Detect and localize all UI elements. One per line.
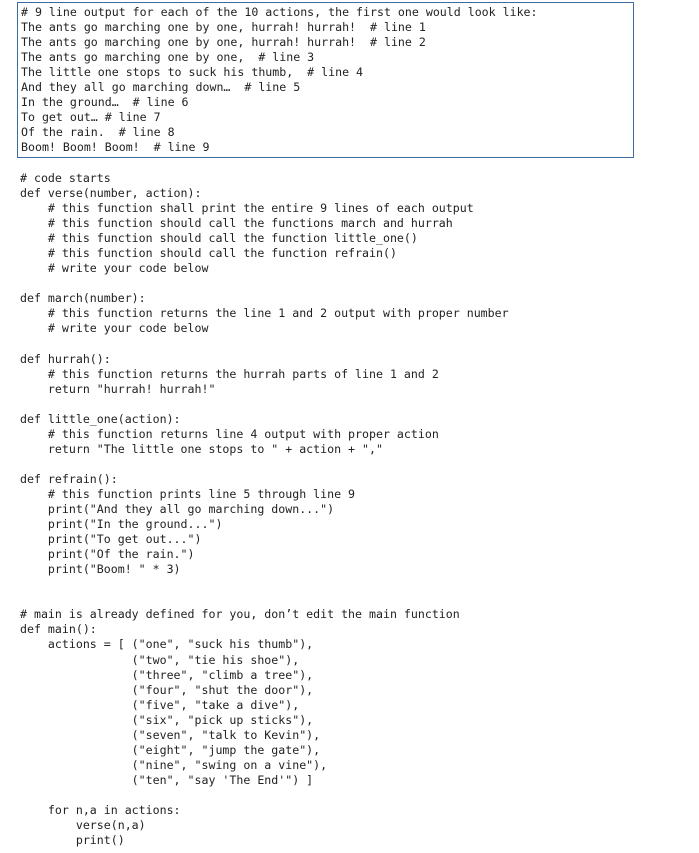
output-line: The ants go marching one by one, # line 3 bbox=[21, 50, 315, 65]
code-line: # this function should call the functions march and hurrah bbox=[20, 216, 453, 231]
code-line bbox=[20, 577, 690, 592]
code-line: ("eight", "jump the gate"), bbox=[20, 742, 321, 757]
output-line: Boom! Boom! Boom! # line 9 bbox=[21, 140, 210, 155]
code-line bbox=[20, 397, 690, 412]
output-line: The ants go marching one by one, hurrah! hurrah! # line 2 bbox=[21, 35, 426, 50]
code-line: print("In the ground...") bbox=[20, 517, 223, 532]
code-line: # this function should call the function refrain() bbox=[20, 246, 397, 261]
output-line: And they all go marching down… # line 5 bbox=[21, 80, 301, 95]
code-line: # code starts bbox=[20, 171, 111, 185]
code-line: def refrain(): bbox=[20, 471, 118, 486]
code-line: # main is already defined for you, don’t edit the main function bbox=[20, 607, 460, 622]
code-line: return "hurrah! hurrah!" bbox=[20, 381, 216, 396]
code-line: def little_one(action): bbox=[20, 411, 181, 426]
code-line: print("And they all go marching down...") bbox=[20, 502, 335, 517]
code-line: # this function returns the hurrah parts of line 1 and 2 bbox=[20, 366, 439, 381]
output-line: Of the rain. # line 8 bbox=[21, 125, 175, 140]
output-line: The little one stops to suck his thumb, # line 4 bbox=[21, 65, 364, 80]
code-line: ("six", "pick up sticks"), bbox=[20, 712, 314, 727]
code-line: # this function returns line 4 output with proper action bbox=[20, 426, 439, 441]
code-line bbox=[20, 337, 690, 352]
code-line bbox=[20, 788, 690, 803]
code-line: def main(): bbox=[20, 622, 97, 637]
code-line: actions = [ ("one", "suck his thumb"), bbox=[20, 637, 314, 652]
code-line: # this function prints line 5 through line 9 bbox=[20, 486, 356, 501]
code-line bbox=[20, 276, 690, 291]
code-line: verse(n,a) bbox=[20, 818, 146, 833]
code-line: return "The little one stops to " + action + "," bbox=[20, 441, 383, 456]
output-line: To get out… # line 7 bbox=[21, 110, 161, 125]
code-line: def hurrah(): bbox=[20, 351, 111, 366]
code-line: def march(number): bbox=[20, 291, 146, 306]
code-line: # write your code below bbox=[20, 261, 209, 276]
code-line: ("seven", "talk to Kevin"), bbox=[20, 727, 321, 742]
code-line bbox=[20, 457, 690, 472]
output-line: # 9 line output for each of the 10 actions, the first one would look like: bbox=[21, 5, 538, 19]
code-line bbox=[20, 592, 690, 607]
code-line: # this function should call the function little_one() bbox=[20, 231, 418, 246]
code-listing bbox=[20, 171, 690, 848]
code-line: print("Boom! " * 3) bbox=[20, 562, 181, 577]
code-line: # this function returns the line 1 and 2 output with proper number bbox=[20, 306, 509, 321]
code-line: ("ten", "say 'The End'") ] bbox=[20, 772, 314, 787]
output-line: The ants go marching one by one, hurrah! hurrah! # line 1 bbox=[21, 20, 426, 35]
code-line: ("three", "climb a tree"), bbox=[20, 667, 314, 682]
code-line: ("nine", "swing on a vine"), bbox=[20, 757, 328, 772]
code-line: print("To get out...") bbox=[20, 532, 202, 547]
code-line: # write your code below bbox=[20, 321, 209, 336]
code-line: print("Of the rain.") bbox=[20, 547, 195, 562]
code-line: ("two", "tie his shoe"), bbox=[20, 652, 300, 667]
code-line: for n,a in actions: bbox=[20, 802, 181, 817]
output-line: In the ground… # line 6 bbox=[21, 95, 189, 110]
sample-output-box bbox=[17, 2, 634, 158]
code-line: ("five", "take a dive"), bbox=[20, 697, 300, 712]
code-line: print() bbox=[20, 833, 125, 848]
code-line: # this function shall print the entire 9 lines of each output bbox=[20, 201, 474, 216]
code-line: ("four", "shut the door"), bbox=[20, 682, 314, 697]
code-line: def verse(number, action): bbox=[20, 186, 202, 201]
